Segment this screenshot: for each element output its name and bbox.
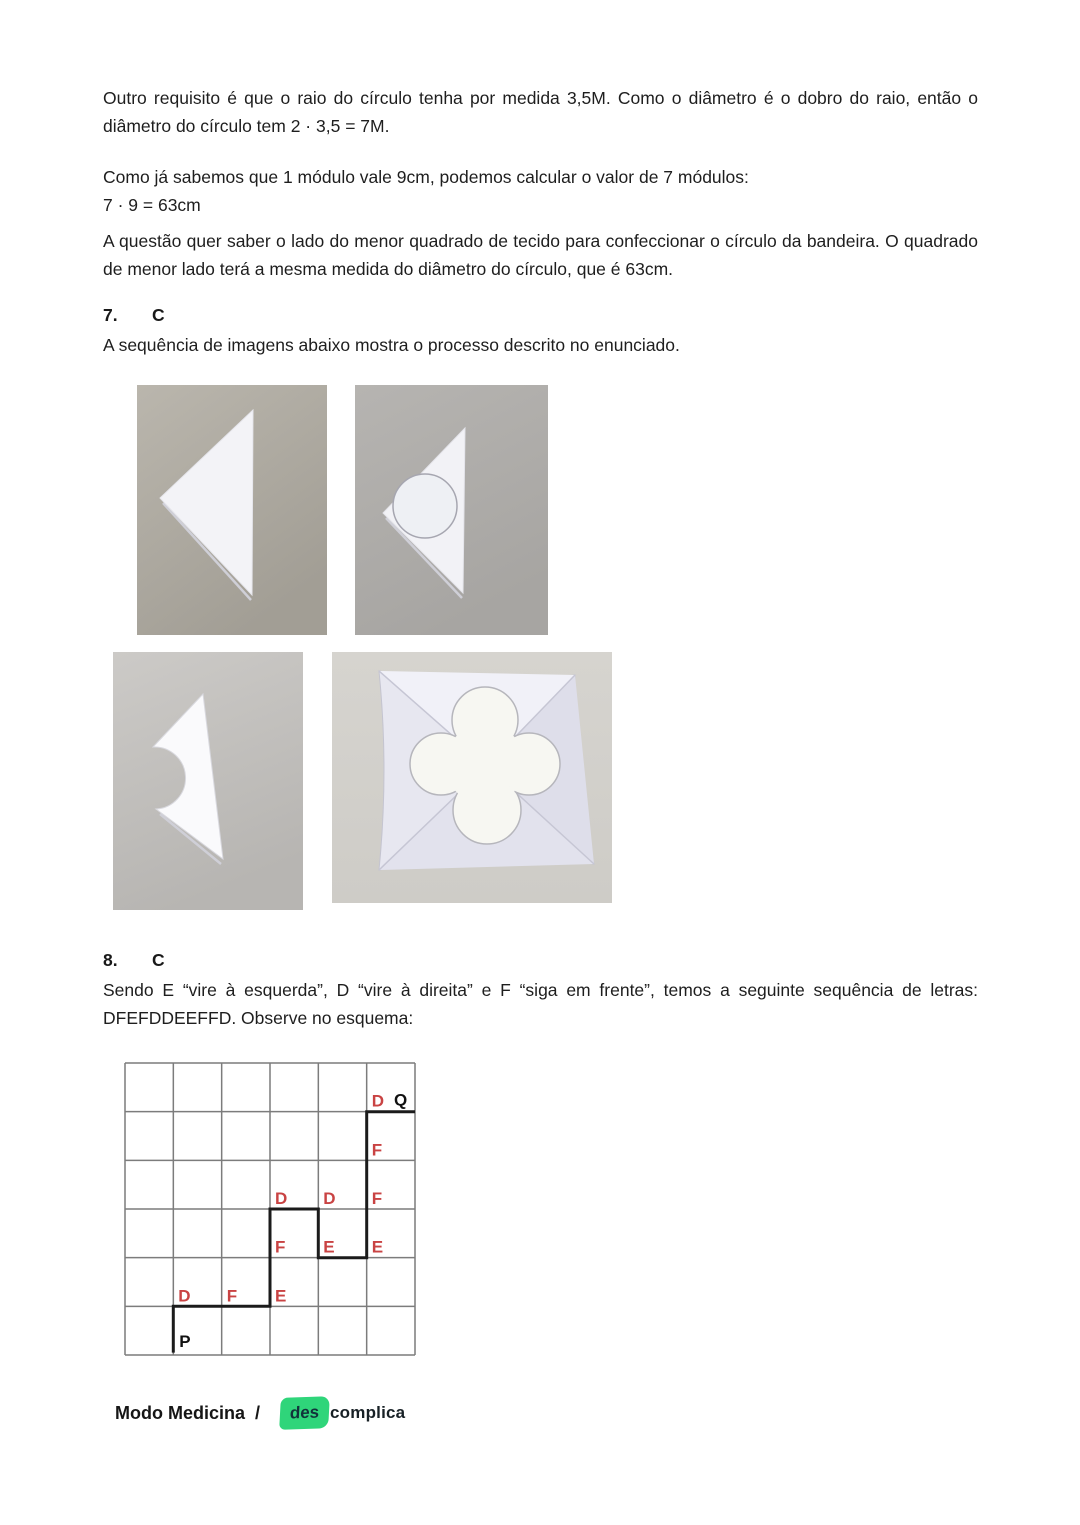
path-grid-diagram xyxy=(122,1060,418,1363)
svg-text:E: E xyxy=(275,1286,287,1306)
paragraph-square: A questão quer saber o lado do menor quadrado de tecido para confeccionar o círculo da bandeira. O quadrado de menor lado terá a mesma medida do diâmetro do círculo, que é 63cm. xyxy=(103,231,978,279)
svg-text:Q: Q xyxy=(394,1090,408,1110)
svg-text:D: D xyxy=(371,1091,384,1111)
footer-brand: Modo Medicina xyxy=(115,1402,245,1423)
descomplica-logo xyxy=(280,1397,405,1429)
svg-text:D: D xyxy=(323,1189,336,1208)
svg-text:E: E xyxy=(323,1237,335,1257)
photo-triangle-circle-svg xyxy=(355,385,548,635)
svg-text:F: F xyxy=(226,1286,238,1306)
svg-text:D: D xyxy=(178,1286,191,1306)
svg-text:F: F xyxy=(371,1140,383,1160)
question-8-answer: C xyxy=(152,950,165,970)
question-8-body: Sendo E “vire à esquerda”, D “vire à direita” e F “siga em frente”, temos a seguinte sequência de letras: DFEFDDEEFFD. Observe no esquema: xyxy=(103,980,978,1028)
photo-triangle-cut-svg xyxy=(113,652,303,910)
paragraph-modules-line1: Como já sabemos que 1 módulo vale 9cm, podemos calcular o valor de 7 módulos: xyxy=(103,167,749,187)
path-grid-svg xyxy=(122,1060,418,1358)
svg-text:F: F xyxy=(275,1237,286,1257)
photo-folded-triangle xyxy=(137,385,327,635)
photo-folded-triangle-svg xyxy=(137,385,327,635)
footer-separator: / xyxy=(255,1402,261,1423)
descomplica-logo-complica: complica xyxy=(330,1403,406,1422)
svg-text:E: E xyxy=(371,1237,384,1257)
question-7-heading xyxy=(103,305,165,326)
svg-text:F: F xyxy=(371,1189,383,1208)
photo-quatrefoil-svg xyxy=(332,652,612,903)
question-8-number: 8. xyxy=(103,950,118,970)
paragraph-modules-line2: 7 · 9 = 63cm xyxy=(103,195,201,215)
photo-unfolded-quatrefoil xyxy=(332,652,612,903)
question-7-number: 7. xyxy=(103,305,118,325)
question-7-body: A sequência de imagens abaixo mostra o processo descrito no enunciado. xyxy=(103,335,680,355)
descomplica-logo-des: des xyxy=(279,1396,330,1430)
photo-triangle-semicircle-cut xyxy=(113,652,303,910)
paragraph-diameter: Outro requisito é que o raio do círculo tenha por medida 3,5M. Como o diâmetro é o dobro do raio, então o diâmetro do círculo tem 2 · 3,5 = 7M. xyxy=(103,88,978,136)
paragraph-modules xyxy=(103,163,978,219)
photo-triangle-circle-drawn xyxy=(355,385,548,635)
footer xyxy=(115,1397,405,1429)
svg-text:P: P xyxy=(179,1332,191,1351)
question-7-answer: C xyxy=(152,305,165,325)
svg-text:D: D xyxy=(275,1189,288,1208)
question-8-heading xyxy=(103,950,165,971)
